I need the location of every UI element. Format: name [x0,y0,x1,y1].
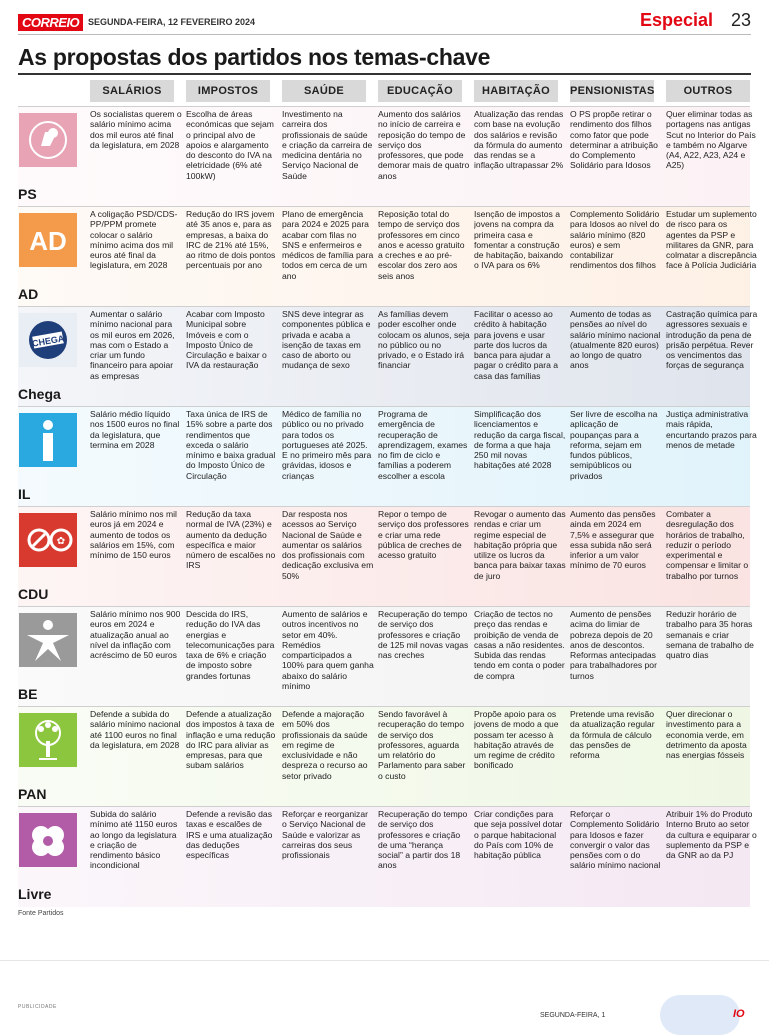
newspaper-logo: CORREIO [18,14,83,31]
proposal-cell: Defende a revisão das taxas e escalões de IRS e uma atualização das deduções específicas [186,809,273,861]
proposal-cell: Criar condições para que seja possível dotar o parque habitacional do País com 10% de habitação pública [474,809,563,861]
column-header: OUTROS [666,80,750,102]
footer-logo: IO [733,1008,745,1020]
proposal-cell: Estudar um suplemento de risco para os agentes da PSP e militares da GNR, para colmatar a discrepância face à Polícia Judiciária [666,209,757,271]
column-headers [18,80,750,104]
proposal-cell: Acabar com Imposto Municipal sobre Imóveis e com o Imposto Único de Circulação e baixar o IVA da restauração [186,309,267,371]
pan-tree-icon [18,712,78,768]
proposal-cell: Aumento de salários e outros incentivos no setor em 40%. Remédios comparticipados a 100% para quem ganha abaixo do salário mínimo [282,609,374,692]
chega-logo-icon [18,312,78,368]
proposal-cell: Investimento na carreira dos profissionais de saúde e criação da carreira de medicina dentária no Serviço Nacional de Saúde [282,109,373,181]
party-row [18,506,750,607]
footer-date: SEGUNDA-FEIRA, 1 [540,1012,606,1019]
proposal-cell: Aumento de todas as pensões ao nível do salário mínimo nacional (atualmente 820 euros) ao longo de quatro anos [570,309,661,371]
proposal-cell: Aumento das pensões ainda em 2024 em 7,5% e assegurar que essa subida não será inferior a um valor mínimo de 70 euros [570,509,656,571]
be-star-figure-icon [18,612,78,668]
cdu-hammer-sickle-icon [18,512,78,568]
proposal-cell: Defende a subida do salário mínimo nacional até 1100 euros no final da legislatura, em 2028 [90,709,181,750]
party-row [18,206,757,307]
proposal-cell: Atribuir 1% do Produto Interno Bruto ao setor da cultura e equiparar o suplemento da PSP e da GNR ao da PJ [666,809,757,861]
proposal-cell: SNS deve integrar as componentes pública e privada e acaba a isenção de taxas em caso de aborto ou mudança de sexo [282,309,371,371]
party-name: BE [18,686,38,702]
proposal-cell: Reforçar e reorganizar o Serviço Nacional de Saúde e valorizar as carreiras dos seus profissionais [282,809,368,861]
proposal-cell: Justiça administrativa mais rápida, encurtando prazos para menos de metade [666,409,757,450]
party-row [18,306,758,407]
party-name: IL [18,486,31,502]
party-name: AD [18,286,39,302]
proposal-cell: Facilitar o acesso ao crédito à habitação para jovens e usar parte dos lucros da banca para ajudar a pagar o crédito para a casa das famílias [474,309,559,381]
issue-date: SEGUNDA-FEIRA, 12 FEVEREIRO 2024 [88,17,256,27]
proposal-cell: Revogar o aumento das rendas e criar um regime especial de habitação própria que utilize os lucros da banca para baixar taxas de juro [474,509,566,581]
il-logo-icon [18,412,78,468]
livre-poppy-icon [18,812,78,868]
proposal-cell: Ser livre de escolha na aplicação de poupanças para a reforma, sejam em fundos públicos, semipúblicos ou privados [570,409,658,481]
proposal-cell: Pretende uma revisão da atualização regular da fórmula de cálculo das pensões de reforma [570,709,655,761]
party-name: PAN [18,786,47,802]
masthead [18,8,751,35]
proposal-cell: Plano de emergência para 2024 e 2025 para acabar com filas no SNS e enfermeiros e médicos de família para todos em cerca de um ano [282,209,374,281]
proposal-cell: Taxa única de IRS de 15% sobre a parte dos rendimentos que exceda o salário mínimo e baixa gradual do Imposto Único de Circulação [186,409,276,481]
column-header: PENSIONISTAS [570,80,654,102]
proposal-cell: O PS propõe retirar o rendimento dos filhos como fator que pode determinar a atribuição do Complemento Solidário para Idosos [570,109,658,171]
proposal-cell: Aumento de pensões acima do limiar de pobreza depois de 20 anos de descontos. Reformas antecipadas para trabalhadores por turnos [570,609,657,681]
proposal-cell: A coligação PSD/CDS-PP/PPM promete colocar o salário mínimo acima dos mil euros até final da legislatura, em 2028 [90,209,178,271]
ad-logo-icon [18,212,78,268]
proposal-cell: Os socialistas querem o salário mínimo acima dos mil euros até final da legislatura, em 2028 [90,109,182,150]
ps-fist-rose-icon [18,112,78,168]
proposal-cell: Aumento dos salários no início de carreira e reposição do tempo de serviço dos professores, que pode demorar mais de quatro anos [378,109,470,181]
proposal-cell: Salário mínimo nos mil euros já em 2024 e aumento de todos os salários em 15%, com mínimo de 150 euros [90,509,177,561]
proposal-cell: Redução da taxa normal de IVA (23%) e aumento da dedução específica e maior número de escalões no IRS [186,509,276,571]
source-note: Fonte Partidos [18,910,64,917]
proposal-cell: Simplificação dos licenciamentos e redução da carga fiscal, de forma a que haja 250 mil novas habitações até 2028 [474,409,566,471]
proposal-cell: Dar resposta nos acessos ao Serviço Nacional de Saúde e aumentar os salários dos profissionais com dedicação exclusiva em 50% [282,509,374,581]
proposal-cell: Médico de família no público ou no privado para todos os portugueses até 2025. E no primeiro mês para grávidas, idosos e crianças [282,409,372,481]
party-name: CDU [18,586,49,602]
proposal-cell: Subida do salário mínimo até 1150 euros ao longo da legislatura e criação de rendimento básico incondicional [90,809,178,871]
party-name: PS [18,186,37,202]
party-row [18,806,757,907]
proposal-cell: Programa de emergência de recuperação de aprendizagem, exames no fim de ciclo e famílias a poderem escolher a escola [378,409,468,481]
proposal-cell: Criação de tectos no preço das rendas e proibição de venda de casas a não residentes. Subida das rendas tendo em conta o poder de compra [474,609,565,681]
proposal-cell: Aumentar o salário mínimo nacional para os mil euros em 2026, mas com o Estado a criar um fundo financeiro para apoiar as empresas [90,309,175,381]
proposal-cell: Atualização das rendas com base na evolução dos salários e revisão da fórmula do aumento das rendas se a inflação ultrapassar 2% [474,109,564,171]
party-row [18,706,750,807]
party-row [18,406,757,507]
proposal-cell: Recuperação do tempo de serviço dos professores e criação de uma “herança social” a partir dos 18 anos [378,809,468,871]
proposal-cell: Descida do IRS, redução do IVA das energias e telecomunicações para taxa de 6% e criação de imposto sobre grandes fortunas [186,609,275,681]
page-number: 23 [730,10,751,30]
proposal-cell: Reposição total do tempo de serviço dos professores em cinco anos e acesso gratuito a creches e ao pré-escolar dos zero aos seis anos [378,209,465,281]
page-bottom-divider [0,960,769,961]
proposal-cell: Recuperação do tempo de serviço dos professores e criação de 125 mil novas vagas nas creches [378,609,469,661]
chat-bubble-overlay [660,995,740,1035]
proposal-cell: Combater a desregulação dos horários de trabalho, reduzir o período experimental e compensar e limitar o trabalho por turnos [666,509,749,581]
svg-text:✿: ✿ [56,536,66,547]
proposal-cell: Quer direcionar o investimento para a economia verde, em detrimento da aposta nas energias fósseis [666,709,747,761]
column-header: HABITAÇÃO [474,80,558,102]
proposal-cell: Defende a atualização dos impostos à taxa de inflação e uma redução do IRC para aliviar as empresas, para que subam salários [186,709,276,771]
advert-label: PUBLICIDADE [18,1004,57,1010]
proposal-cell: Salário mínimo nos 900 euros em 2024 e atualização anual ao nível da inflação com acréscimo de 50 euros [90,609,181,661]
proposal-cell: Reforçar o Complemento Solidário para Idosos e fazer convergir o valor das pensões com o do salário mínimo nacional [570,809,661,871]
party-name: Chega [18,386,61,402]
proposal-cell: Sendo favorável à recuperação do tempo de serviço dos professores, aguarda um relatório do Parlamento para saber o custo [378,709,466,781]
proposal-cell: Repor o tempo de serviço dos professores e criar uma rede pública de creches de acesso gratuito [378,509,469,561]
proposal-cell: Quer eliminar todas as portagens nas antigas Scut no Interior do País e também no Algarve (A4, A22, A23, A24 e A25) [666,109,756,171]
proposal-cell: Propõe apoio para os jovens de modo a que possam ter acesso à habitação através de um regime de crédito bonificado [474,709,559,771]
party-row [18,606,754,707]
proposal-cell: Escolha de áreas económicas que sejam o principal alvo de apoios e alargamento do desconto do IVA na eletricidade (6% até 100kW) [186,109,274,181]
column-header: SALÁRIOS [90,80,174,102]
proposal-cell: Redução do IRS jovem até 35 anos e, para as empresas, a baixa do IRC de 21% até 15%, ao ritmo de dois pontos percentuais por ano [186,209,276,271]
party-name: Livre [18,886,52,902]
section-label: Especial [639,10,713,30]
column-header: SAÚDE [282,80,366,102]
svg-text:CHEGA: CHEGA [31,333,66,349]
page-title: As propostas dos partidos nos temas-chave [18,44,491,70]
party-row [18,106,756,207]
proposal-cell: Defende a majoração em 50% dos profissionais da saúde em regime de exclusividade e não despreza o recurso ao setor privado [282,709,368,781]
proposal-cell: Salário médio líquido nos 1500 euros no final da legislatura, que termina em 2028 [90,409,180,450]
proposals-table [18,80,758,902]
proposal-cell: As famílias devem poder escolher onde colocam os alunos, seja no público ou no privado, e o Estado irá financiar [378,309,470,371]
proposal-cell: Isenção de impostos a jovens na compra da primeira casa e fomentar a construção de habitação, baixando o IVA para os 6% [474,209,563,271]
svg-text:AD: AD [29,226,67,256]
column-header: IMPOSTOS [186,80,270,102]
column-header: EDUCAÇÃO [378,80,462,102]
title-divider [18,73,751,75]
proposal-cell: Reduzir horário de trabalho para 35 horas semanais e criar semana de trabalho de quatro dias [666,609,754,661]
proposal-cell: Complemento Solidário para Idosos ao nível do salário mínimo (820 euros) e sem contabilizar rendimentos dos filhos [570,209,660,271]
proposal-cell: Castração química para agressores sexuais e introdução da pena de prisão perpétua. Rever os vencimentos das forças de segurança [666,309,758,371]
